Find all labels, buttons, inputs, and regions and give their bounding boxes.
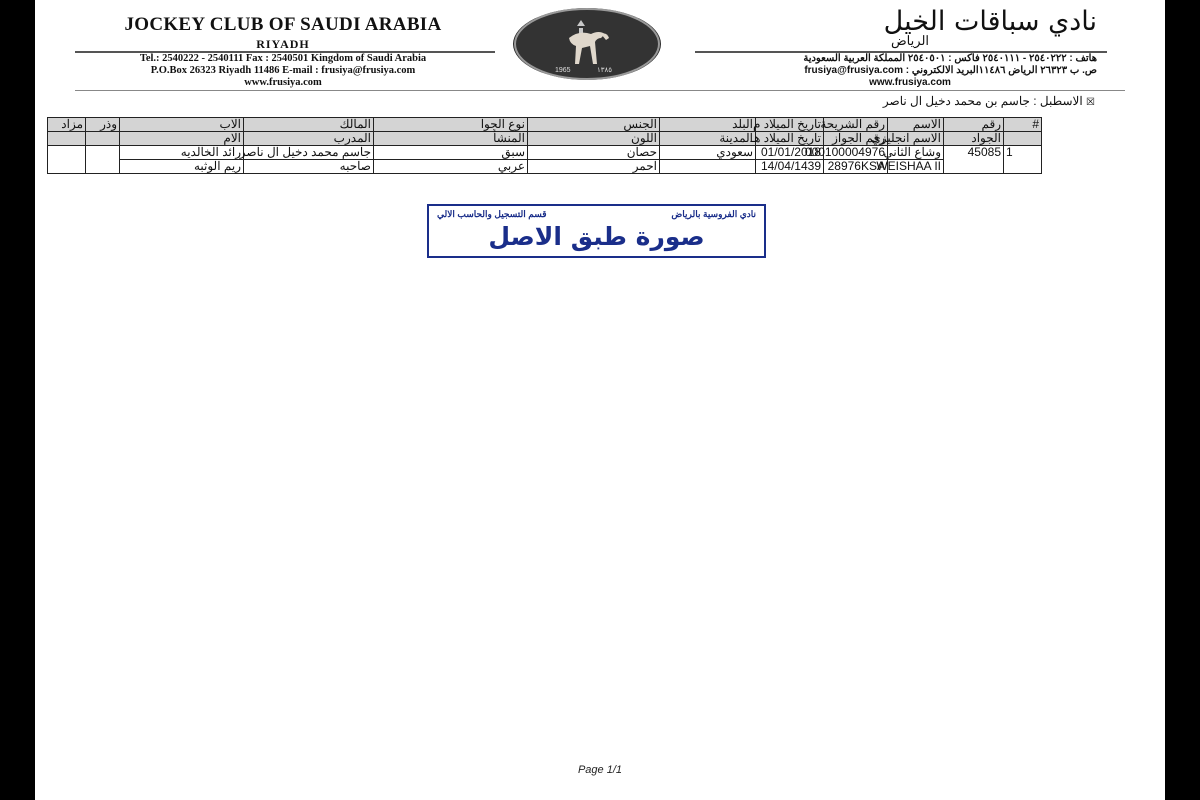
col-dob: تاريخ الميلاد م (756, 118, 824, 132)
stable-name: الاسطبل : جاسم بن محمد دخيل ال ناصر (882, 94, 1083, 108)
col-type: نوع الجوا (374, 118, 528, 132)
cell-name-ar: وشاع الثاني (888, 146, 944, 160)
col-owner: المالك (244, 118, 374, 132)
col-city: المدينة (660, 132, 756, 146)
website-ar: www.frusiya.com (869, 77, 951, 88)
col-sex: الجنس (528, 118, 660, 132)
col-horse-no: رقم (944, 118, 1004, 132)
contact-line-ar-2: ص. ب ٢٦٣٢٣ الرياض ١١٤٨٦البريد الالكتروني : frusiya@frusiya.com (804, 65, 1097, 76)
club-name-en: JOCKEY CLUB OF SAUDI ARABIA (124, 14, 442, 35)
club-logo (513, 8, 661, 80)
cell-city (660, 160, 756, 174)
cell-horse-no: 45085 (944, 146, 1004, 174)
col-origin: المنشأ (374, 132, 528, 146)
document-page (35, 0, 1165, 800)
contact-line-en-2: P.O.Box 26323 Riyadh 11486 E-mail : frusiya@frusiya.com (150, 65, 416, 76)
cell-passport: 28976KSA (824, 160, 888, 174)
contact-line-en-1: Tel.: 2540222 - 2540111 Fax : 2540501 Kingdom of Saudi Arabia (139, 53, 427, 64)
col-dam: الام (120, 132, 244, 146)
club-city-en: RIYADH (256, 37, 310, 51)
cell-index: 1 (1004, 146, 1042, 174)
page-number: Page 1/1 (577, 764, 623, 776)
cell-trainer: صاحبه (244, 160, 374, 174)
col-weight: وذر (86, 118, 120, 132)
true-copy-stamp (427, 204, 766, 258)
stable-checkbox: ☒ (1086, 97, 1095, 108)
col-color: اللون (528, 132, 660, 146)
stamp-dept: قسم التسجيل والحاسب الالي (437, 209, 547, 219)
table-header-row-2 (48, 132, 1110, 146)
club-city-ar: الرياض (890, 33, 930, 48)
col-horse-no-2: الجواد (944, 132, 1004, 146)
contact-line-ar-1: هاتف : ٢٥٤٠٢٢٢ - ٢٥٤٠١١١ فاكس : ٢٥٤٠٥٠١ المملكة العربية السعودية (803, 53, 1097, 64)
col-index: # (1004, 118, 1042, 132)
logo-year-en: 1965 (555, 67, 571, 74)
col-auction: مزاد (48, 118, 86, 132)
cell-dam: ريم الوثبه (120, 160, 244, 174)
logo-year-ar: ١٣٨٥ (597, 67, 613, 74)
website-en: www.frusiya.com (244, 77, 322, 88)
col-name-en: الاسم انجليزي (888, 132, 944, 146)
cell-sex: حصان (528, 146, 660, 160)
cell-color: احمر (528, 160, 660, 174)
cell-dob: 01/01/2018 (756, 146, 824, 160)
cell-chip: 000100004976 (824, 146, 888, 160)
horse-registry-table (47, 117, 1110, 174)
cell-country: سعودي (660, 146, 756, 160)
col-country: البلد (660, 118, 756, 132)
cell-owner: جاسم محمد دخيل ال ناصر (244, 146, 374, 160)
stable-line (883, 94, 1095, 108)
col-name: الاسم (888, 118, 944, 132)
horse-emblem-icon (513, 8, 661, 80)
club-name-ar: نادي سباقات الخيل (883, 6, 1097, 37)
table-header-row-1 (48, 118, 1110, 132)
col-passport: رقم الجواز (824, 132, 888, 146)
header-bottom-rule (75, 90, 1125, 91)
col-dob-hijri: تاريخ الميلاد هـ (756, 132, 824, 146)
col-sire: الاب (120, 118, 244, 132)
cell-name-en: WEISHAA II (888, 160, 944, 174)
cell-type: سبق (374, 146, 528, 160)
stamp-club: نادي الفروسية بالرياض (671, 209, 756, 219)
col-trainer: المدرب (244, 132, 374, 146)
cell-origin: عربي (374, 160, 528, 174)
cell-sire: رائد الخالديه (120, 146, 244, 160)
table-row (48, 146, 1110, 160)
stamp-main-text: صورة طبق الاصل (488, 222, 705, 251)
cell-dob-hijri: 14/04/1439 (756, 160, 824, 174)
col-chip: رقم الشريحة (824, 118, 888, 132)
